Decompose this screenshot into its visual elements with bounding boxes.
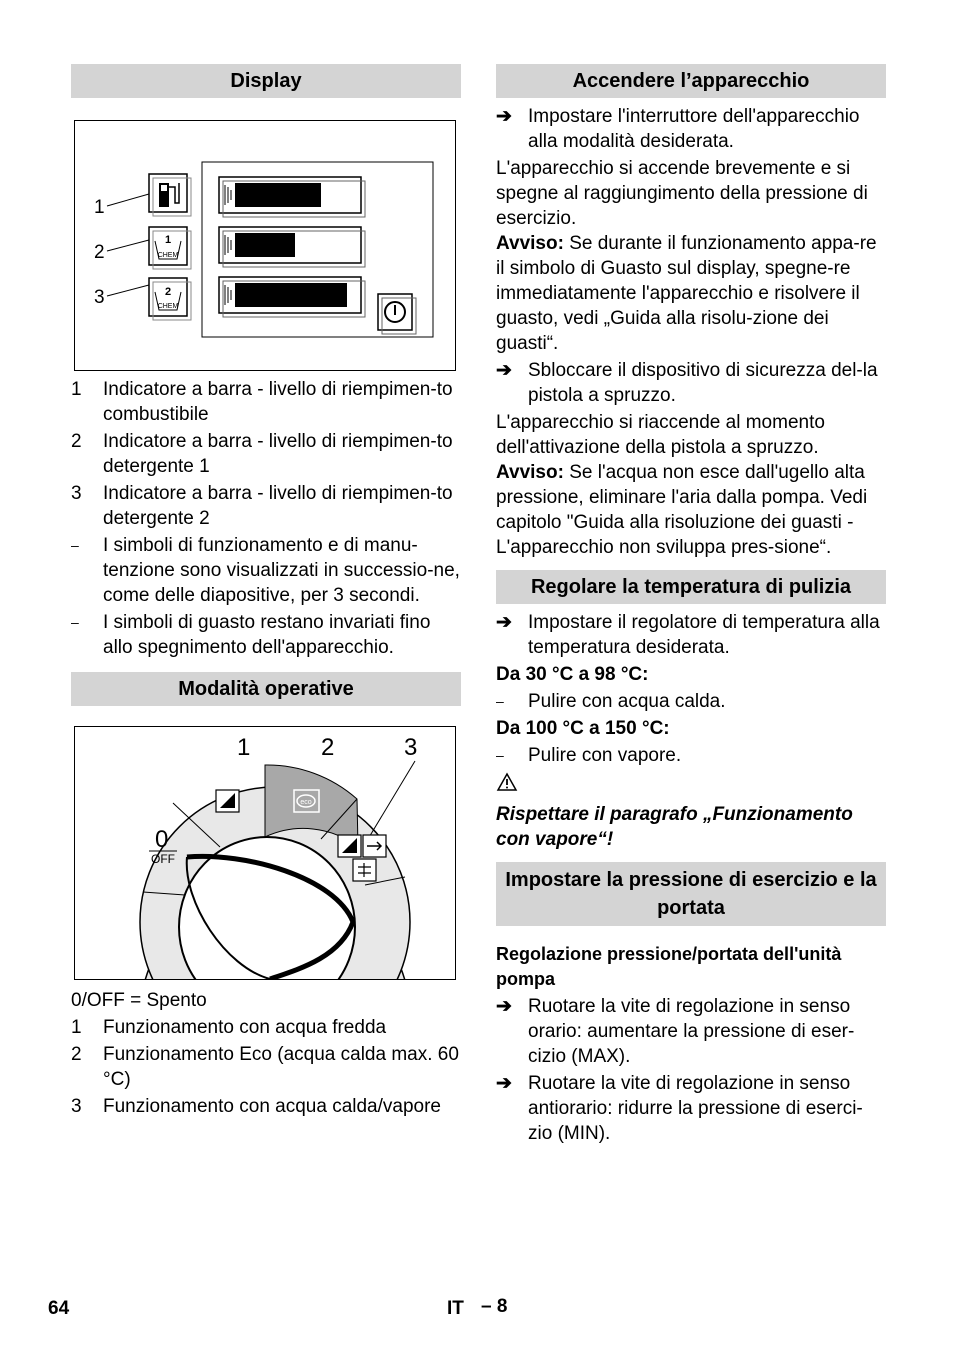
steam-icon xyxy=(353,859,376,881)
range-1-label: Da 30 °C a 98 °C: xyxy=(496,664,649,685)
left-column xyxy=(71,64,461,1119)
fuel-level-bar xyxy=(219,177,365,217)
instruction-set-switch: ➔ Impostare l'interruttore dell'apparecchio alla modalità desiderata. xyxy=(496,106,860,152)
language-code: IT xyxy=(447,1298,464,1319)
range-1-dash: – Pulire con acqua calda. xyxy=(496,691,726,712)
mode-item-1: 1 Funzionamento con acqua fredda xyxy=(71,1017,387,1038)
svg-text:eco: eco xyxy=(300,799,312,806)
steam-warning: Rispettare il paragrafo „Funzionamento con vapore“! xyxy=(496,804,853,850)
callout-3: 3 xyxy=(94,287,105,308)
display-item-3: 3 Indicatore a barra - livello di riempimen-to detergente 2 xyxy=(71,483,453,529)
cold-water-icon xyxy=(216,790,239,812)
range-2-dash: – Pulire con vapore. xyxy=(496,745,682,766)
temperature-heading: Regolare la temperatura di pulizia xyxy=(496,570,886,604)
reactivation-paragraph: L'apparecchio si riaccende al momento dell'attivazione della pistola a spruzzo. xyxy=(496,412,825,458)
sub-page-number: – 8 xyxy=(481,1296,508,1317)
leader-line-1 xyxy=(107,194,149,206)
notice-2: Avviso: Se l'acqua non esce dall'ugello alta pressione, eliminare l'aria dalla pompa. Vedi capitolo "Guida alla risoluzione dei guasti - L'apparecchio non sviluppa pres-sione“. xyxy=(496,462,868,558)
pump-heading: Regolazione pressione/portata dell'unità pompa xyxy=(496,944,842,989)
display-dash-2: – I simboli di guasto restano invariati fino allo spegnimento dell'apparecchio. xyxy=(71,612,431,658)
mode-dial-figure xyxy=(74,726,456,980)
dial-number-2: 2 xyxy=(321,734,335,761)
display-heading: Display xyxy=(71,64,461,98)
instruction-counterclockwise: ➔ Ruotare la vite di regolazione in senso antiorario: ridurre la pressione di eserci-zio (MIN). xyxy=(496,1073,863,1144)
dial-zero-label: 0 xyxy=(155,826,169,853)
display-item-2: 2 Indicatore a barra - livello di riempimen-to detergente 1 xyxy=(71,431,453,477)
modes-heading: Modalità operative xyxy=(71,672,461,706)
leader-line-2 xyxy=(107,240,149,251)
detergent-2-level-bar xyxy=(219,277,365,317)
fuel-pump-icon xyxy=(149,174,191,216)
switch-on-heading: Accendere l’apparecchio xyxy=(496,64,886,98)
leader-line-3 xyxy=(107,285,149,296)
display-diagram xyxy=(75,121,455,370)
switch-on-paragraph: L'apparecchio si accende brevemente e si spegne al raggiungimento della pressione di esercizio. xyxy=(496,158,868,229)
warning-triangle-icon xyxy=(496,772,886,796)
svg-text:CHEM: CHEM xyxy=(157,252,179,259)
instruction-set-temperature: ➔ Impostare il regolatore di temperatura alla temperatura desiderata. xyxy=(496,612,880,658)
display-figure xyxy=(74,120,456,371)
notice-1: Avviso: Se durante il funzionamento appa-re il simbolo di Guasto sul display, spegne-re immediatamente l'apparecchio e risolvere il guasto, vedi „Guida alla risolu-zione dei guasti“. xyxy=(496,233,877,354)
svg-text:1: 1 xyxy=(164,234,172,246)
dial-number-1: 1 xyxy=(237,734,251,761)
mode-item-3: 3 Funzionamento con acqua calda/vapore xyxy=(71,1096,442,1117)
detergent-1-level-bar xyxy=(219,227,365,267)
mode-dial-diagram xyxy=(75,727,455,979)
instruction-unlock-gun: ➔ Sbloccare il dispositivo di sicurezza del-la pistola a spruzzo. xyxy=(496,360,878,406)
svg-text:2: 2 xyxy=(164,286,172,298)
instruction-clockwise: ➔ Ruotare la vite di regolazione in senso orario: aumentare la pressione di eser-cizio (MAX). xyxy=(496,996,855,1067)
range-2-label: Da 100 °C a 150 °C: xyxy=(496,718,670,739)
page-number: 64 xyxy=(48,1298,70,1319)
chem-2-icon xyxy=(149,278,191,320)
mode-item-2: 2 Funzionamento Eco (acqua calda max. 60 °C) xyxy=(71,1044,459,1090)
fault-icon xyxy=(378,294,416,334)
pressure-heading: Impostare la pressione di esercizio e la portata xyxy=(496,862,886,926)
display-dash-1: – I simboli di funzionamento e di manu-tenzione sono visualizzati in successio-ne, come delle diapositive, per 3 secondi. xyxy=(71,535,460,606)
dial-number-3: 3 xyxy=(404,734,418,761)
right-column xyxy=(496,64,886,1146)
display-item-1: 1 Indicatore a barra - livello di riempimen-to combustibile xyxy=(71,379,453,425)
modes-off-line: 0/OFF = Spento xyxy=(71,990,207,1011)
svg-text:CHEM: CHEM xyxy=(157,303,179,310)
callout-1: 1 xyxy=(94,197,105,218)
chem-1-icon xyxy=(149,227,191,269)
callout-2: 2 xyxy=(94,242,105,263)
dial-off-label: OFF xyxy=(151,852,175,866)
